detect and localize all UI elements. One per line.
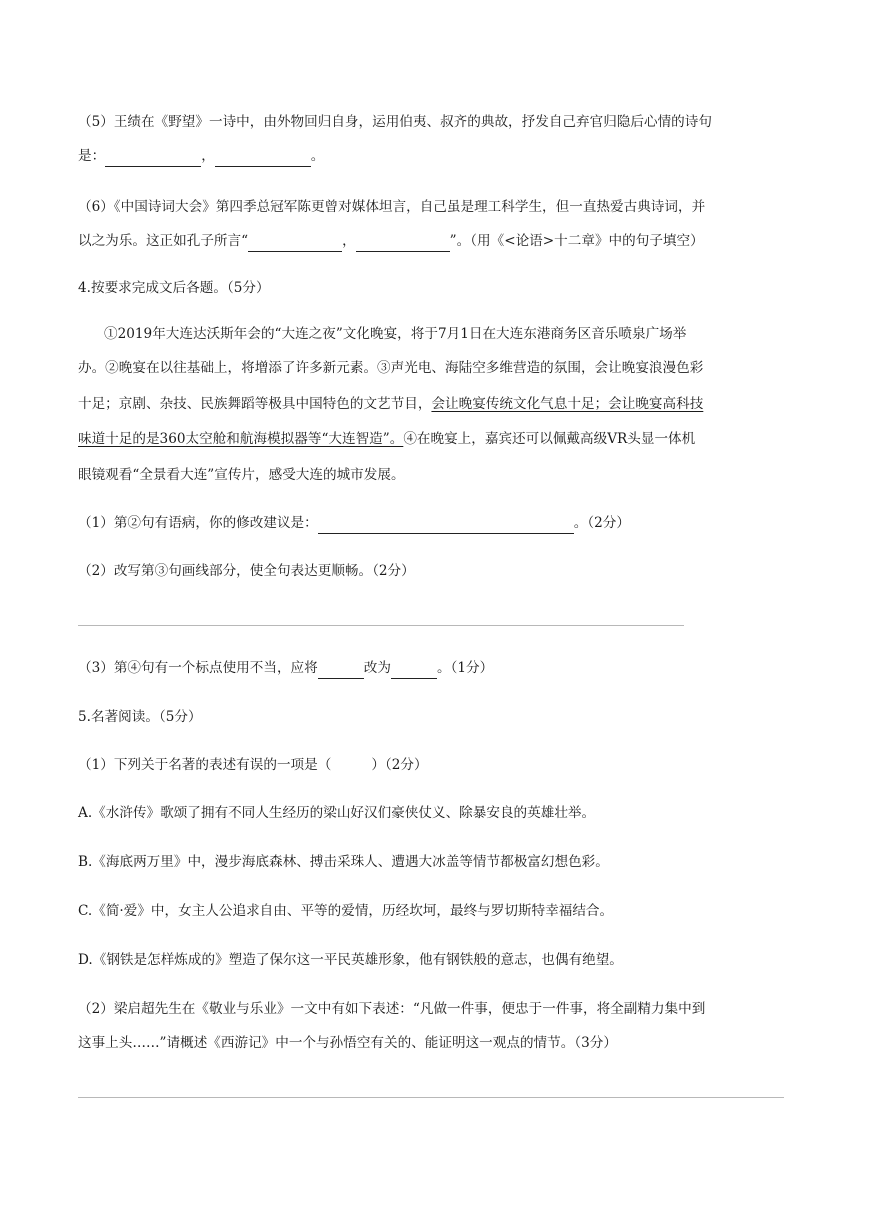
q5-sub2-line1: （2）梁启超先生在《敬业与乐业》一文中有如下表述：“凡做一件事，便忠于一件事，将全副精力集中到: [78, 1001, 706, 1017]
q3-item5-end: 。: [310, 148, 325, 164]
q3-item5-line1: （5）王绩在《野望》一诗中，由外物回归自身，运用伯夷、叔齐的典故，抒发自己弃官归隐后心情的诗句: [78, 114, 712, 130]
q4-passage-underlined-b: 味道十足的是360太空舱和航海模拟器等“大连智造”。: [78, 431, 404, 447]
q4-sub2: （2）改写第③句画线部分，使全句表达更顺畅。（2分）: [78, 563, 415, 579]
q4-passage-line3: [78, 394, 703, 414]
q3-item6-close: ”。（用《<论语>十二章》中的句子填空）: [449, 233, 704, 249]
q4-passage-line3-plain: 十足；京剧、杂技、民族舞蹈等极具中国特色的文艺节目，: [78, 396, 432, 412]
answer-line-q5-sub2[interactable]: [78, 1097, 784, 1098]
q4-passage-line1: ①2019年大连达沃斯年会的“大连之夜”文化晚宴，将于7月1日在大连东港商务区音乐喷泉广场举: [104, 326, 687, 342]
q5-sub2-line2: 这事上头……”请概述《西游记》中一个与孙悟空有关的、能证明这一观点的情节。（3分）: [78, 1035, 617, 1051]
q5-heading: 5.名著阅读。（5分）: [78, 709, 202, 725]
answer-blank-4[interactable]: [356, 231, 450, 252]
q5-sub1-prefix: （1）下列关于名著的表述有误的一项是（: [78, 757, 332, 773]
q3-item6-line1: （6）《中国诗词大会》第四季总冠军陈更曾对媒体坦言，自己虽是理工科学生，但一直热爱古典诗词，并: [78, 199, 706, 215]
answer-choice-space[interactable]: [331, 755, 371, 775]
q5-sub1-suffix: ）（2分）: [371, 757, 428, 773]
q4-sub1-suffix: 。（2分）: [573, 515, 630, 531]
q4-sub3: [78, 658, 493, 679]
answer-blank-7[interactable]: [391, 658, 437, 679]
q4-passage-line4-plain: ④在晚宴上，嘉宾还可以佩戴高级VR头显一体机: [403, 431, 696, 447]
q4-passage-line5: 眼镜观看“全景看大连”宣传片，感受大连的城市发展。: [78, 467, 405, 483]
q5-sub1: [78, 755, 428, 775]
q3-item6-sep: ，: [342, 233, 356, 249]
q4-sub3-prefix: （3）第④句有一个标点使用不当，应将: [78, 660, 318, 676]
answer-blank-6[interactable]: [318, 658, 364, 679]
answer-blank-2[interactable]: [215, 146, 311, 167]
q4-passage-line2: 办。②晚宴在以往基础上，将增添了许多新元素。③声光电、海陆空多维营造的氛围，会让晚宴浪漫色彩: [78, 360, 704, 376]
answer-line-q4-sub2[interactable]: [78, 625, 684, 626]
q5-option-b: B.《海底两万里》中，漫步海底森林、搏击采珠人、遭遇大冰盖等情节都极富幻想色彩。: [78, 854, 609, 870]
answer-blank-5[interactable]: [318, 513, 574, 534]
q4-heading: 4.按要求完成文后各题。（5分）: [78, 280, 270, 296]
q5-option-d: D.《钢铁是怎样炼成的》塑造了保尔这一平民英雄形象，他有钢铁般的意志，也偶有绝望。: [78, 952, 623, 968]
q3-item5-prefix: 是：: [78, 148, 106, 164]
q4-sub1: [78, 513, 630, 534]
q5-option-c: C.《简·爱》中，女主人公追求自由、平等的爱情，历经坎坷，最终与罗切斯特幸福结合。: [78, 903, 614, 919]
q5-option-a: A.《水浒传》歌颂了拥有不同人生经历的梁山好汉们豪侠仗义、除暴安良的英雄壮举。: [78, 805, 596, 821]
q3-item5-line2: [78, 146, 324, 167]
q3-item5-sep: ，: [201, 148, 215, 164]
q4-sub3-middle: 改为: [363, 660, 391, 676]
q4-passage-line4: [78, 429, 695, 449]
q4-sub1-prefix: （1）第②句有语病，你的修改建议是：: [78, 515, 318, 531]
q4-sub3-suffix: 。（1分）: [436, 660, 494, 676]
q3-item6-prefix: 以之为乐。这正如孔子所言“: [78, 233, 249, 249]
q3-item6-line2: [78, 231, 704, 252]
q4-passage-underlined-a: 会让晚宴传统文化气息十足；会让晚宴高科技: [431, 396, 704, 412]
answer-blank-3[interactable]: [248, 231, 342, 252]
answer-blank-1[interactable]: [105, 146, 201, 167]
